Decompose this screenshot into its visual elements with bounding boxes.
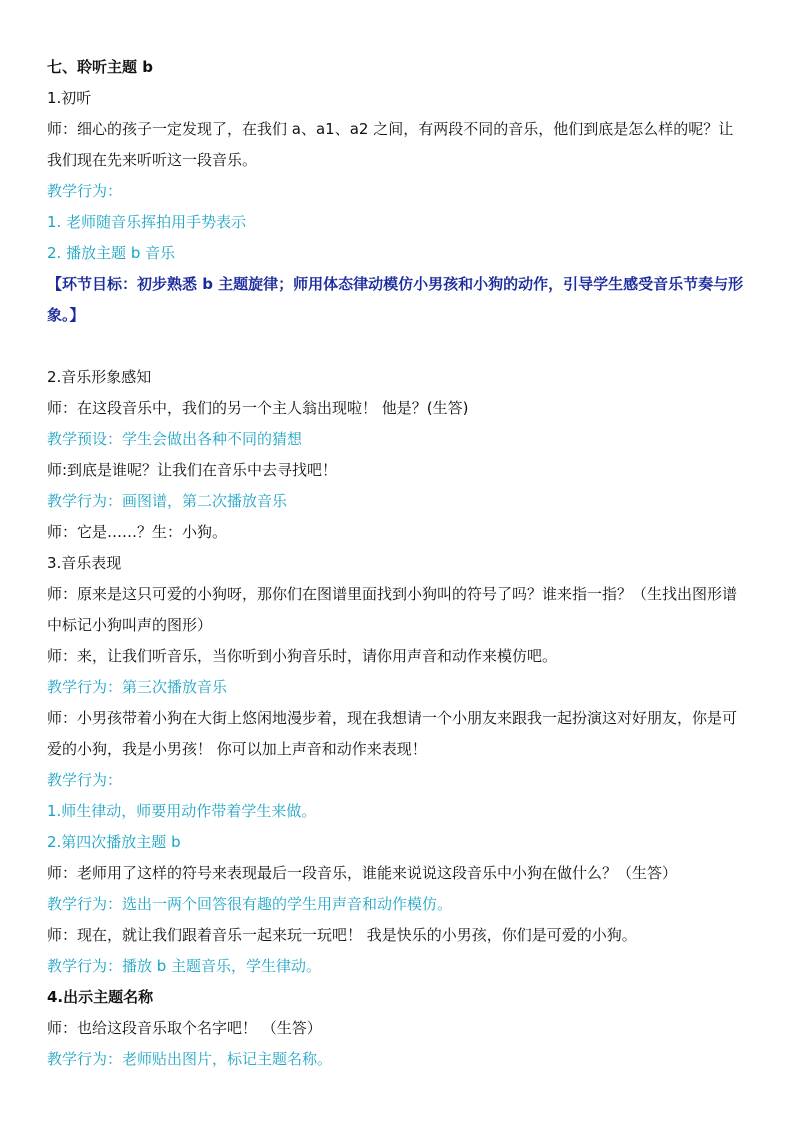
teacher-line: 师：老师用了这样的符号来表现最后一段音乐，谁能来说说这段音乐中小狗在做什么？（生答） bbox=[47, 864, 678, 882]
teaching-action-item: 2. 播放主题 b 音乐 bbox=[47, 244, 176, 262]
teaching-action: 教学行为：播放 b 主题音乐，学生律动。 bbox=[47, 957, 322, 975]
teaching-action-label: 教学行为： bbox=[47, 182, 123, 200]
teaching-action: 教学行为：画图谱，第二次播放音乐 bbox=[47, 492, 288, 510]
teacher-line: 师：现在，就让我们跟着音乐一起来玩一玩吧！ 我是快乐的小男孩，你们是可爱的小狗。 bbox=[47, 926, 637, 944]
teacher-line: 师：也给这段音乐取个名字吧！ （生答） bbox=[47, 1019, 322, 1037]
blank-line bbox=[47, 331, 747, 362]
teacher-line: 师：它是……？生：小狗。 bbox=[47, 523, 228, 541]
teaching-preset: 教学预设：学生会做出各种不同的猜想 bbox=[47, 430, 303, 448]
teacher-line: 师：原来是这只可爱的小狗呀，那你们在图谱里面找到小狗叫的符号了吗？谁来指一指？（生找出图形谱中标记小狗叫声的图形） bbox=[47, 585, 738, 634]
teacher-line: 师:到底是谁呢？让我们在音乐中去寻找吧！ bbox=[47, 461, 338, 479]
stage-goal: 【环节目标：初步熟悉 b 主题旋律；师用体态律动模仿小男孩和小狗的动作，引导学生感受音乐节奏与形象。】 bbox=[47, 275, 744, 324]
subheading-first-listen: 1.初听 bbox=[47, 89, 92, 107]
teacher-line: 师：在这段音乐中，我们的另一个主人翁出现啦！ 他是？(生答) bbox=[47, 399, 469, 417]
teaching-action-item: 1. 老师随音乐挥拍用手势表示 bbox=[47, 213, 247, 231]
section-heading: 七、聆听主题 b bbox=[47, 58, 153, 76]
teacher-line: 师：小男孩带着小狗在大街上悠闲地漫步着，现在我想请一个小朋友来跟我一起扮演这对好朋友，你是可爱的小狗，我是小男孩！ 你可以加上声音和动作来表现！ bbox=[47, 709, 738, 758]
teaching-action-item: 1.师生律动，师要用动作带着学生来做。 bbox=[47, 802, 317, 820]
teacher-line: 师：细心的孩子一定发现了，在我们 a、a1、a2 之间，有两段不同的音乐，他们到底是怎么样的呢？让我们现在先来听听这一段音乐。 bbox=[47, 120, 734, 169]
teaching-action: 教学行为：第三次播放音乐 bbox=[47, 678, 228, 696]
teaching-action-label: 教学行为： bbox=[47, 771, 123, 789]
subheading-music-expression: 3.音乐表现 bbox=[47, 554, 122, 572]
teaching-action: 教学行为：选出一两个回答很有趣的学生用声音和动作模仿。 bbox=[47, 895, 453, 913]
subheading-image-perception: 2.音乐形象感知 bbox=[47, 368, 152, 386]
teaching-action: 教学行为：老师贴出图片，标记主题名称。 bbox=[47, 1050, 333, 1068]
subheading-theme-name: 4.出示主题名称 bbox=[47, 988, 154, 1006]
document-page bbox=[47, 52, 747, 1075]
teaching-action-item: 2.第四次播放主题 b bbox=[47, 833, 181, 851]
teacher-line: 师：来，让我们听音乐，当你听到小狗音乐时，请你用声音和动作来模仿吧。 bbox=[47, 647, 558, 665]
